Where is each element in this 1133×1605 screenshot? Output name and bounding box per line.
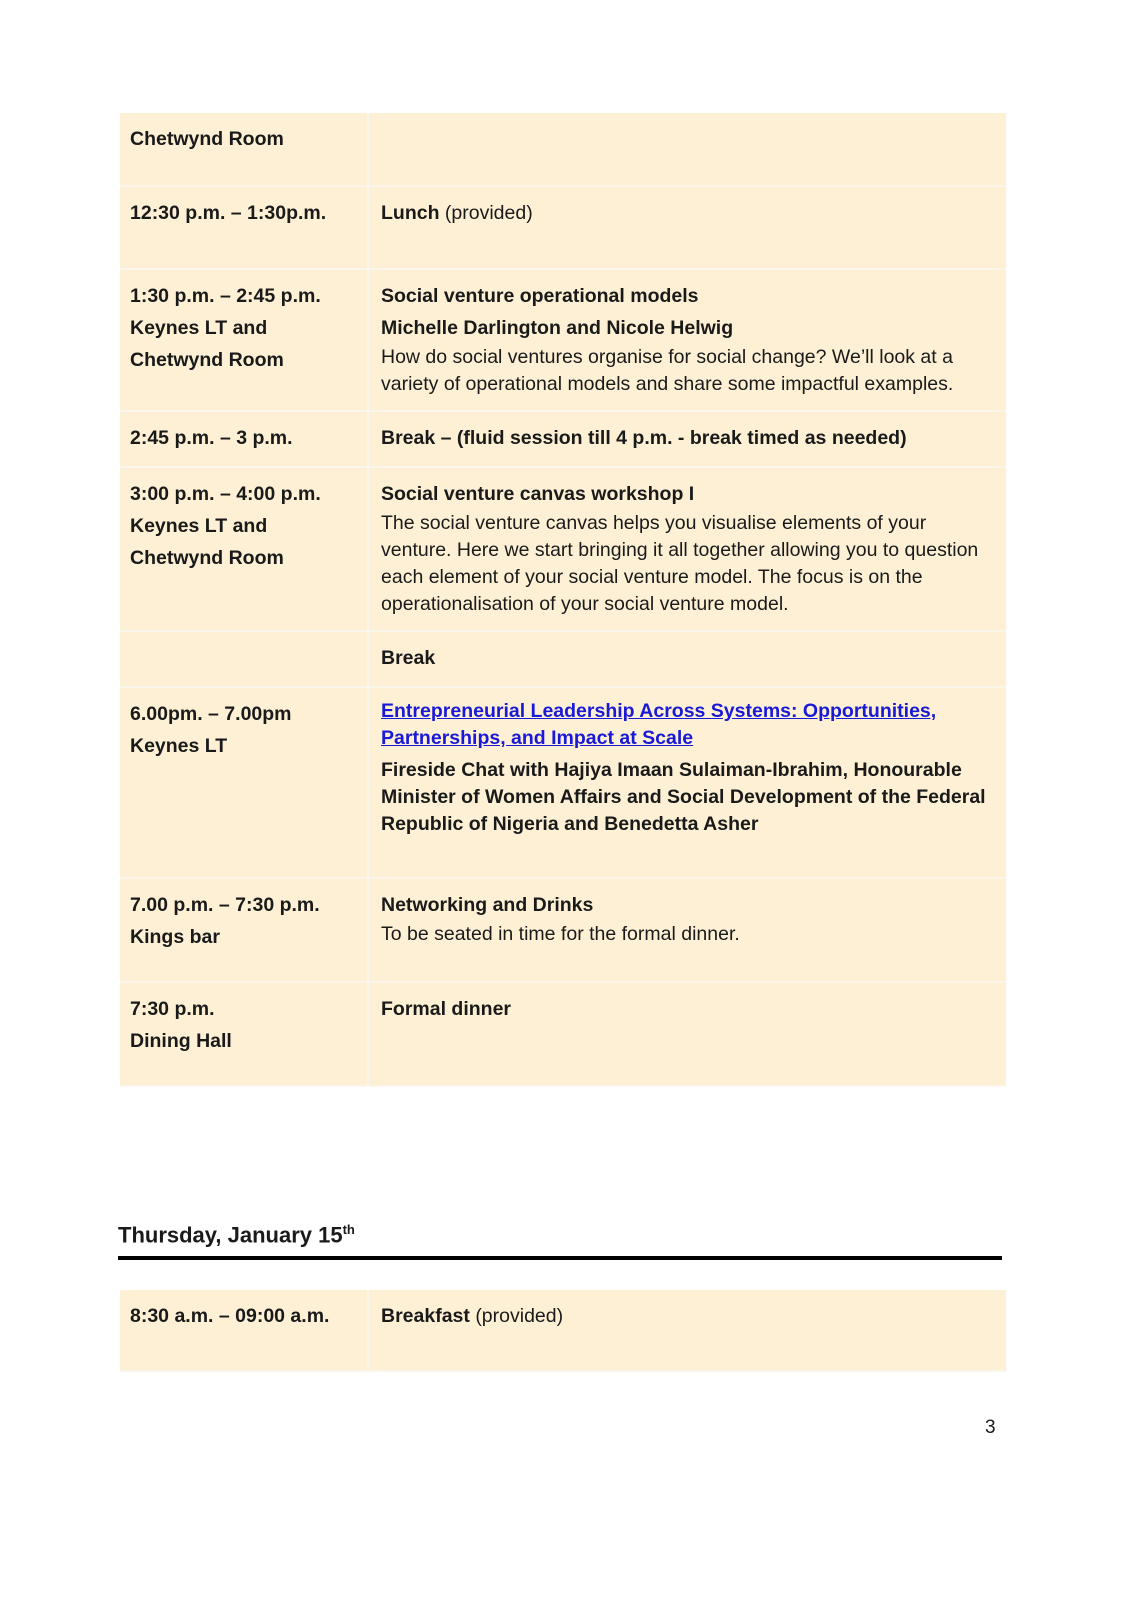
time-location-cell [120,983,369,1087]
location-text: Chetwynd Room [130,128,284,150]
time-location-cell [120,468,369,632]
session-cell [369,983,1006,1087]
session-title: Formal dinner [381,998,512,1020]
session-title: Social venture operational models [381,285,699,307]
time-text: 7.00 p.m. – 7:30 p.m. [130,894,320,916]
schedule-table-wednesday [120,113,1006,1087]
day-heading [118,1222,1002,1260]
schedule-row [120,113,1006,187]
schedule-row [120,632,1006,688]
location-text: Chetwynd Room [130,349,284,371]
time-text: 8:30 a.m. – 09:00 a.m. [130,1305,330,1327]
schedule-table-thursday [120,1290,1006,1372]
schedule-row [120,879,1006,983]
time-text: 3:00 p.m. – 4:00 p.m. [130,483,321,505]
time-text: 7:30 p.m. [130,998,215,1020]
time-text: 1:30 p.m. – 2:45 p.m. [130,285,321,307]
session-cell [369,632,1006,688]
day-heading-suffix: th [342,1222,355,1237]
schedule-row [120,270,1006,412]
session-note: (provided) [475,1305,564,1327]
time-location-cell [120,412,369,468]
time-text: 2:45 p.m. – 3 p.m. [130,427,293,449]
time-text: 6.00pm. – 7.00pm [130,703,292,725]
session-cell [369,879,1006,983]
location-text: Keynes LT and [130,317,268,339]
schedule-row [120,412,1006,468]
session-title: Breakfast [381,1305,470,1327]
session-speakers: Michelle Darlington and Nicole Helwig [381,317,734,339]
schedule-row [120,983,1006,1087]
page-number: 3 [985,1417,996,1438]
session-description: How do social ventures organise for social change? We’ll look at a variety of operational models and share some impactful examples. [381,346,954,395]
session-cell [369,412,1006,468]
time-location-cell [120,688,369,879]
time-location-cell [120,270,369,412]
session-note: (provided) [444,202,533,224]
session-title: Break – (fluid session till 4 p.m. - break timed as needed) [381,427,907,449]
time-location-cell [120,1290,369,1372]
location-text: Chetwynd Room [130,547,284,569]
session-title: Social venture canvas workshop I [381,483,695,505]
location-text: Kings bar [130,926,220,948]
session-cell [369,187,1006,270]
session-description: Fireside Chat with Hajiya Imaan Sulaiman-Ibrahim, Honourable Minister of Women Affairs and Social Development of the Federal Republic of Nigeria and Benedetta Asher [381,759,986,835]
location-text: Dining Hall [130,1030,232,1052]
time-location-cell [120,632,369,688]
schedule-row [120,1290,1006,1372]
time-location-cell [120,879,369,983]
session-cell [369,468,1006,632]
session-description: To be seated in time for the formal dinner. [381,923,740,945]
session-cell [369,1290,1006,1372]
location-text: Keynes LT [130,735,228,757]
session-title: Networking and Drinks [381,894,594,916]
time-text: 12:30 p.m. – 1:30p.m. [130,202,327,224]
event-title-link[interactable]: Entrepreneurial Leadership Across Systems: Opportunities, Partnerships, and Impact at Scale [381,700,937,749]
time-location-cell [120,187,369,270]
day-heading-text: Thursday, January 15 [118,1222,343,1248]
session-cell [369,270,1006,412]
schedule-row [120,187,1006,270]
session-title: Lunch [381,202,440,224]
time-location-cell [120,113,369,187]
location-text: Keynes LT and [130,515,268,537]
session-description: The social venture canvas helps you visualise elements of your venture. Here we start bringing it all together allowing you to question each element of your social venture model. The focus is on the operationalisation of your social venture model. [381,512,979,615]
schedule-row [120,688,1006,879]
session-cell [369,688,1006,879]
session-title: Break [381,647,436,669]
schedule-row [120,468,1006,632]
session-cell [369,113,1006,187]
